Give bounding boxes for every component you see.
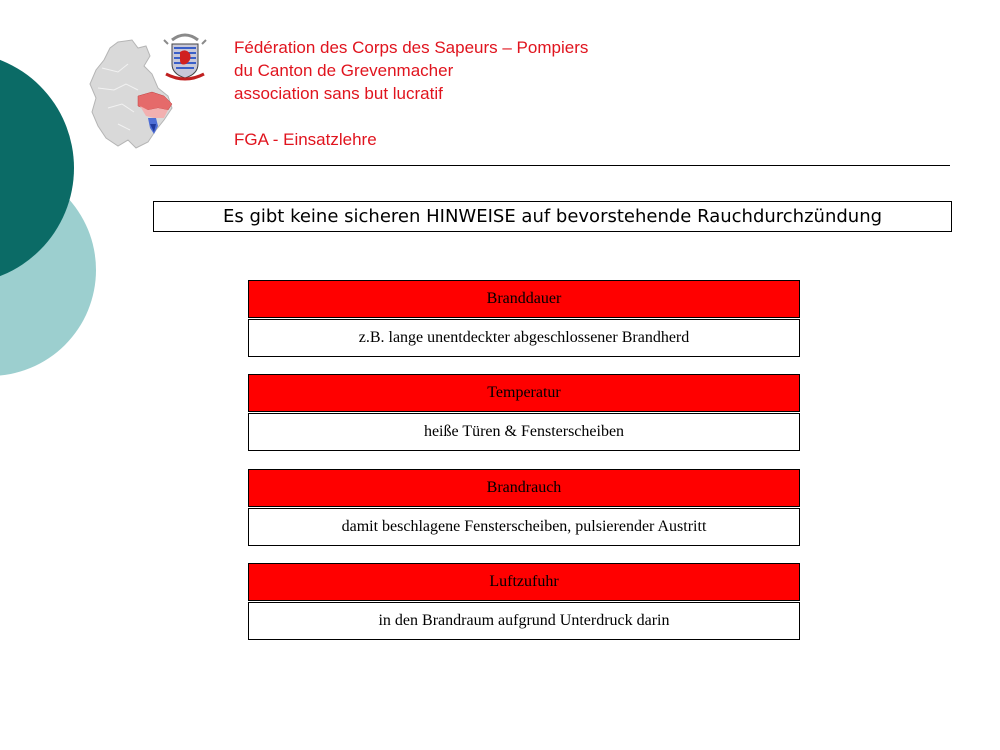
header-divider [150,165,950,166]
organization-canton: du Canton de Grevenmacher [234,61,454,80]
indicator-card [248,280,800,357]
course-title: FGA - Einsatzlehre [234,130,377,149]
indicator-label: Branddauer [248,280,800,318]
indicator-card [248,469,800,546]
fire-brigade-crest-icon [160,30,210,82]
indicator-description: in den Brandraum aufgrund Unterdruck darin [248,602,800,640]
notice-box: Es gibt keine sicheren HINWEISE auf bevorstehende Rauchdurchzündung [153,201,952,232]
organization-name: Fédération des Corps des Sapeurs – Pompiers [234,38,589,57]
indicator-label: Brandrauch [248,469,800,507]
indicator-card [248,374,800,451]
indicator-label: Luftzufuhr [248,563,800,601]
organization-type: association sans but lucratif [234,84,443,103]
indicator-description: heiße Türen & Fensterscheiben [248,413,800,451]
indicator-description: damit beschlagene Fensterscheiben, pulsierender Austritt [248,508,800,546]
indicator-label: Temperatur [248,374,800,412]
indicator-description: z.B. lange unentdeckter abgeschlossener Brandherd [248,319,800,357]
organization-header [234,36,588,151]
indicator-card [248,563,800,640]
